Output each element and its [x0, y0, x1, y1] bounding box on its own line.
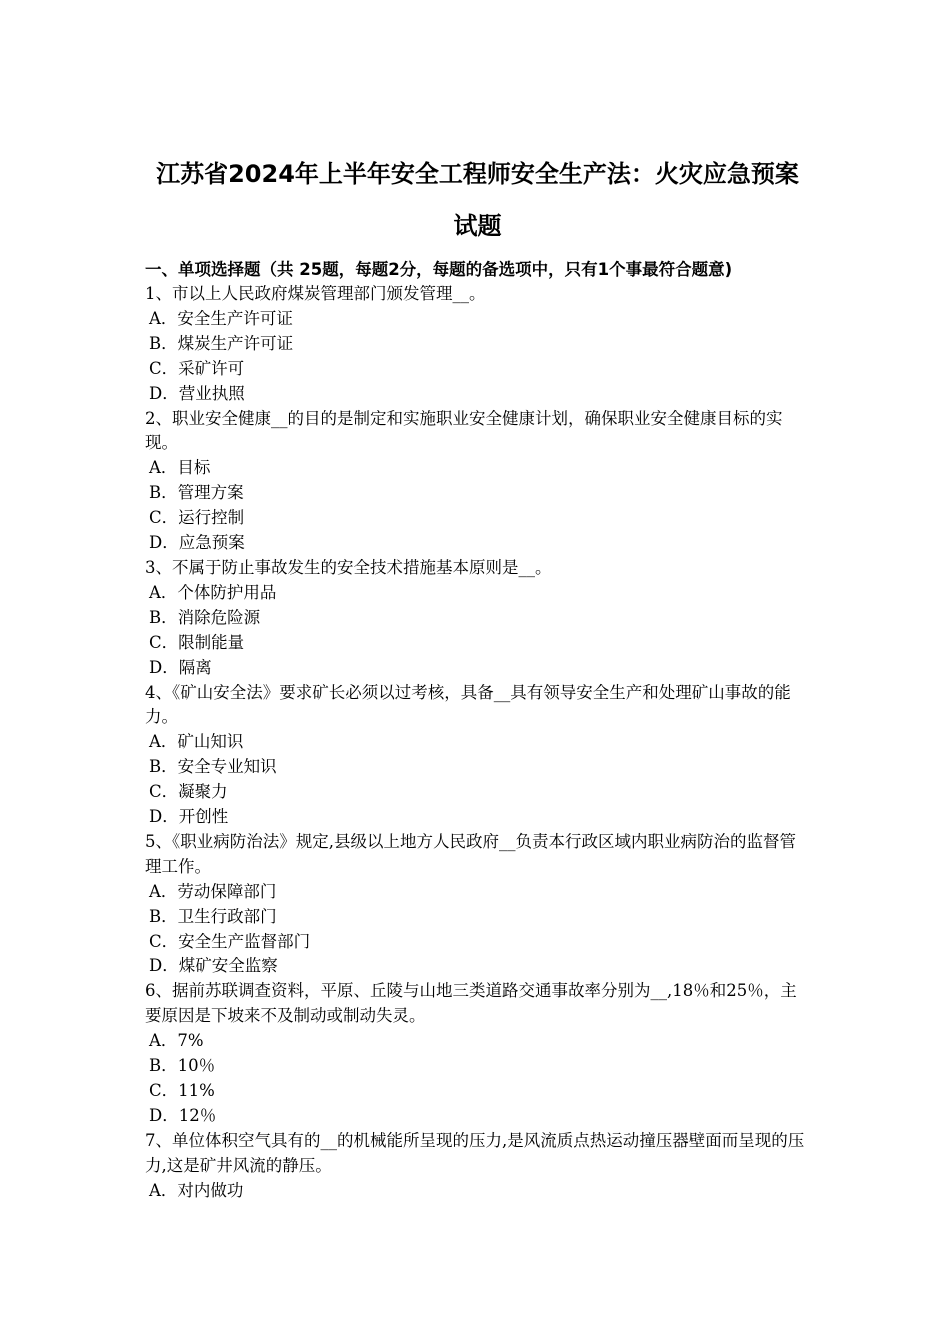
document-title: 江苏省2024年上半年安全工程师安全生产法：火灾应急预案试题: [156, 160, 799, 240]
option-d: D．隔离: [149, 657, 212, 677]
option-b: B．10％: [149, 1056, 216, 1076]
question-stem: 1、市以上人民政府煤炭管理部门颁发管理__。: [145, 284, 486, 303]
question-3: [145, 556, 810, 681]
option-a: A．目标: [149, 458, 211, 478]
question-1: [145, 282, 810, 407]
question-4: [145, 681, 810, 830]
option-c: C．安全生产监督部门: [149, 931, 311, 951]
document-page: [145, 148, 810, 1204]
question-stem: 6、据前苏联调查资料，平原、丘陵与山地三类道路交通事故率分别为__,18％和25％，主要原因是下坡来不及制动或制动失灵。: [145, 981, 797, 1026]
question-stem: 3、不属于防止事故发生的安全技术措施基本原则是__。: [145, 557, 552, 577]
question-stem: 7、单位体积空气具有的__的机械能所呈现的压力,是风流质点热运动撞压器壁面而呈现的压力,这是矿井风流的静压。: [145, 1130, 805, 1175]
option-d: D．应急预案: [149, 533, 245, 553]
option-a: A．劳动保障部门: [149, 881, 277, 901]
option-c: C．11%: [149, 1081, 215, 1100]
question-stem: 5、《职业病防治法》规定,县级以上地方人民政府__负责本行政区域内职业病防治的监督管理工作。: [145, 831, 796, 876]
question-2: [145, 407, 810, 556]
option-b: B．煤炭生产许可证: [149, 333, 294, 353]
option-a: A．7%: [149, 1031, 204, 1051]
section-heading: 一、单项选择题（共 25题，每题2分，每题的备选项中，只有1个事最符合题意): [145, 260, 733, 279]
option-d: D．12％: [149, 1105, 217, 1125]
option-a: A．安全生产许可证: [149, 308, 293, 328]
question-stem: 2、职业安全健康__的目的是制定和实施职业安全健康计划，确保职业安全健康目标的实现。: [145, 408, 783, 453]
question-stem: 4、《矿山安全法》要求矿长必须以过考核，具备__具有领导安全生产和处理矿山事故的能力。: [145, 682, 791, 727]
option-a: A．个体防护用品: [149, 582, 277, 602]
option-a: A．对内做功: [149, 1180, 244, 1200]
option-d: D．开创性: [149, 807, 229, 827]
question-5: [145, 830, 810, 979]
question-6: [145, 979, 810, 1128]
option-b: B．安全专业知识: [149, 757, 277, 777]
option-c: C．限制能量: [149, 632, 245, 652]
option-b: B．卫生行政部门: [149, 906, 277, 926]
option-c: C．运行控制: [149, 508, 245, 528]
option-a: A．矿山知识: [149, 732, 244, 752]
option-c: C．采矿许可: [149, 358, 245, 378]
option-d: D．煤矿安全监察: [149, 956, 278, 976]
option-c: C．凝聚力: [149, 782, 228, 802]
question-7: [145, 1129, 810, 1204]
option-b: B．管理方案: [149, 483, 244, 503]
option-d: D．营业执照: [149, 383, 245, 403]
option-b: B．消除危险源: [149, 607, 261, 627]
